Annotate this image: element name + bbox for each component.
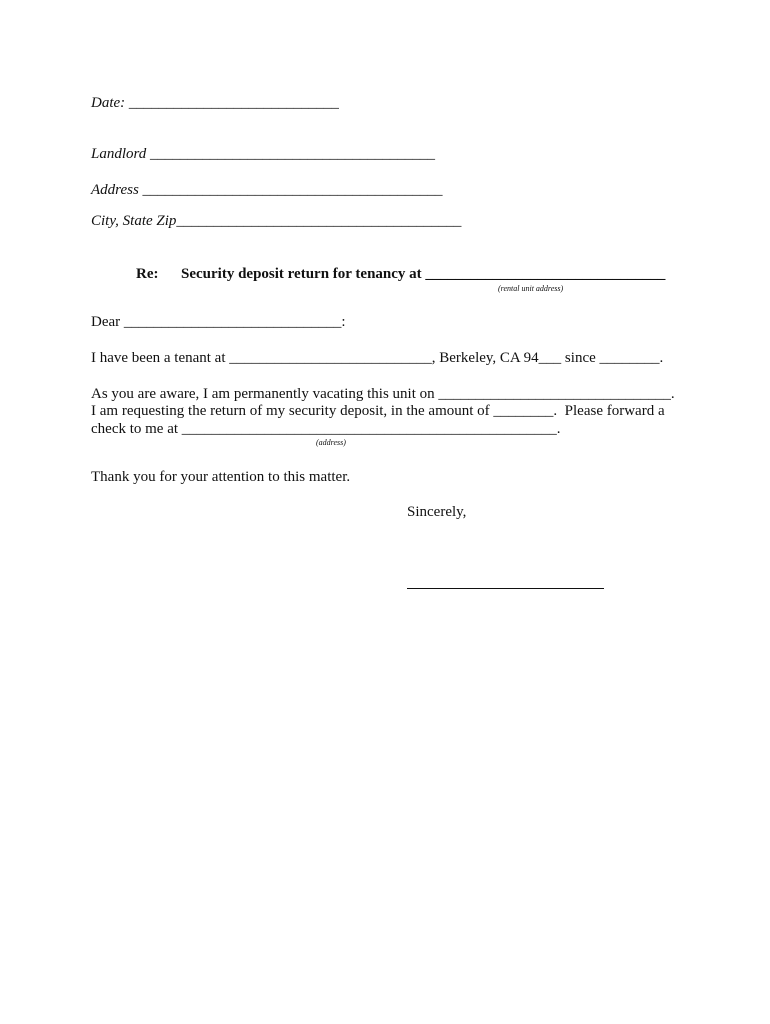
signature-line: [407, 588, 604, 589]
closing-sincerely: Sincerely,: [407, 504, 467, 520]
address-caption: (address): [316, 438, 346, 447]
city-state-zip-line: City, State Zip______________________________________: [91, 213, 462, 229]
re-subject: Security deposit return for tenancy at ________________________________: [181, 266, 666, 282]
paragraph-thanks: Thank you for your attention to this matter.: [91, 469, 351, 485]
paragraph-vacating-line-3: check to me at __________________________________________________.: [91, 421, 561, 437]
address-line: Address ________________________________________: [91, 182, 443, 198]
re-label: Re:: [136, 266, 159, 282]
landlord-line: Landlord ______________________________________: [91, 146, 436, 162]
paragraph-vacating-line-2: I am requesting the return of my security deposit, in the amount of ________. Please forward a: [91, 403, 665, 419]
salutation: Dear _____________________________:: [91, 314, 346, 330]
paragraph-tenancy: I have been a tenant at ___________________________, Berkeley, CA 94___ since ________.: [91, 350, 664, 366]
rental-unit-address-caption: (rental unit address): [498, 284, 564, 293]
date-line: Date: ____________________________: [91, 95, 339, 111]
paragraph-vacating-line-1: As you are aware, I am permanently vacating this unit on _______________________________.: [91, 386, 675, 402]
